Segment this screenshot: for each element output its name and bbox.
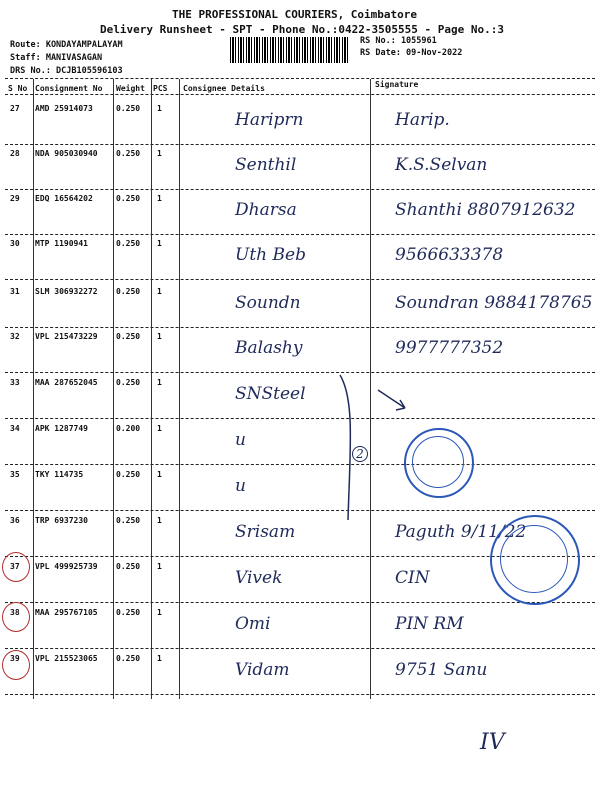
row-pcs: 1	[157, 470, 162, 479]
row-pcs: 1	[157, 654, 162, 663]
row-sno: 34	[10, 424, 20, 433]
route-label: Route: KONDAYAMPALAYAM	[10, 40, 123, 50]
row-consignment: MAA 287652045	[35, 378, 98, 387]
row-sno: 33	[10, 378, 20, 387]
rs-date: RS Date: 09-Nov-2022	[360, 48, 463, 58]
row-pcs: 1	[157, 104, 162, 113]
row-divider	[5, 602, 595, 603]
col-pcs: PCS	[153, 84, 168, 93]
row-consignee: Vivek	[235, 568, 283, 588]
barcode	[230, 37, 350, 63]
row-consignee: Senthil	[235, 155, 297, 175]
row-consignment: TKY 114735	[35, 470, 84, 479]
col-divider	[151, 79, 152, 699]
row-consignee: Srisam	[235, 522, 296, 542]
row-weight: 0.250	[116, 287, 141, 296]
row-weight: 0.250	[116, 608, 141, 617]
row-weight: 0.250	[116, 332, 141, 341]
col-divider	[179, 79, 180, 699]
row-signature: Shanthi 8807912632	[395, 200, 576, 220]
red-circle-mark	[2, 552, 30, 582]
row-divider	[5, 327, 595, 328]
row-consignee: u	[235, 430, 246, 450]
row-consignee: SNSteel	[235, 384, 306, 404]
col-divider	[113, 79, 114, 699]
row-weight: 0.250	[116, 470, 141, 479]
row-pcs: 1	[157, 424, 162, 433]
row-consignee: u	[235, 476, 246, 496]
row-consignment: MAA 295767105	[35, 608, 98, 617]
row-sno: 36	[10, 516, 20, 525]
row-consignment: APK 1287749	[35, 424, 88, 433]
row-consignee: Dharsa	[235, 200, 297, 220]
row-divider	[5, 144, 595, 145]
row-pcs: 1	[157, 562, 162, 571]
row-weight: 0.250	[116, 239, 141, 248]
row-signature: 9751 Sanu	[395, 660, 488, 680]
row-sno: 31	[10, 287, 20, 296]
row-weight: 0.250	[116, 654, 141, 663]
row-divider	[5, 234, 595, 235]
row-consignee: Omi	[235, 614, 271, 634]
col-signature: Signature	[375, 80, 419, 89]
header-top-rule	[5, 78, 595, 79]
row-sno: 28	[10, 149, 20, 158]
row-divider	[5, 418, 595, 419]
row-signature: 9977777352	[395, 338, 504, 358]
row-sno: 27	[10, 104, 20, 113]
row-consignment: SLM 306932272	[35, 287, 98, 296]
row-weight: 0.250	[116, 104, 141, 113]
row-weight: 0.250	[116, 378, 141, 387]
row-sno: 38	[10, 608, 20, 617]
row-sno: 29	[10, 194, 20, 203]
bracket-annotation	[330, 370, 420, 530]
row-consignment: EDQ 16564202	[35, 194, 93, 203]
row-consignee: Uth Beb	[235, 245, 306, 265]
row-weight: 0.250	[116, 516, 141, 525]
row-consignment: AMD 25914073	[35, 104, 93, 113]
row-divider	[5, 694, 595, 695]
row-weight: 0.250	[116, 562, 141, 571]
bracket-number: 2	[352, 446, 368, 462]
row-divider	[5, 372, 595, 373]
row-sno: 35	[10, 470, 20, 479]
row-consignment: VPL 499925739	[35, 562, 98, 571]
row-consignment: MTP 1190941	[35, 239, 88, 248]
row-sno: 32	[10, 332, 20, 341]
row-consignee: Hariprn	[235, 110, 304, 130]
row-consignment: VPL 215523065	[35, 654, 98, 663]
bottom-note: IV	[480, 730, 505, 755]
row-signature: 9566633378	[395, 245, 504, 265]
row-signature: K.S.Selvan	[395, 155, 488, 175]
row-weight: 0.200	[116, 424, 141, 433]
row-signature: Paguth 9/11/22	[395, 522, 527, 542]
row-weight: 0.250	[116, 149, 141, 158]
col-divider	[33, 79, 34, 699]
row-signature: Soundran 9884178765	[395, 293, 593, 313]
row-consignee: Vidam	[235, 660, 290, 680]
col-consignment: Consignment No	[35, 84, 103, 93]
row-divider	[5, 648, 595, 649]
row-signature: CIN	[395, 568, 430, 588]
row-weight: 0.250	[116, 194, 141, 203]
drs-number: DRS No.: DCJB105596103	[10, 66, 123, 76]
row-signature: Harip.	[395, 110, 450, 130]
row-consignment: TRP 6937230	[35, 516, 88, 525]
row-pcs: 1	[157, 239, 162, 248]
row-pcs: 1	[157, 608, 162, 617]
row-pcs: 1	[157, 287, 162, 296]
row-divider	[5, 189, 595, 190]
col-weight: Weight	[116, 84, 145, 93]
red-circle-mark	[2, 650, 30, 680]
college-stamp	[500, 525, 568, 593]
row-divider	[5, 510, 595, 511]
header-bottom-rule	[5, 94, 595, 95]
row-divider	[5, 464, 595, 465]
row-sno: 30	[10, 239, 20, 248]
company-title: THE PROFESSIONAL COURIERS, Coimbatore	[172, 8, 418, 21]
row-divider	[5, 279, 595, 280]
red-circle-mark	[2, 602, 30, 632]
row-sno: 37	[10, 562, 20, 571]
row-pcs: 1	[157, 516, 162, 525]
row-signature: PIN RM	[395, 614, 464, 634]
row-pcs: 1	[157, 149, 162, 158]
staff-label: Staff: MANIVASAGAN	[10, 53, 103, 63]
runsheet-title: Delivery Runsheet - SPT - Phone No.:0422-3505555 - Page No.:3	[100, 23, 504, 36]
row-pcs: 1	[157, 194, 162, 203]
row-pcs: 1	[157, 378, 162, 387]
row-consignee: Soundn	[235, 293, 301, 313]
row-pcs: 1	[157, 332, 162, 341]
row-consignment: NDA 905030940	[35, 149, 98, 158]
row-consignee: Balashy	[235, 338, 303, 358]
col-sno: S No	[8, 84, 28, 93]
row-sno: 39	[10, 654, 20, 663]
col-consignee: Consignee Details	[183, 84, 265, 93]
row-consignment: VPL 215473229	[35, 332, 98, 341]
rs-number: RS No.: 1055961	[360, 36, 437, 46]
